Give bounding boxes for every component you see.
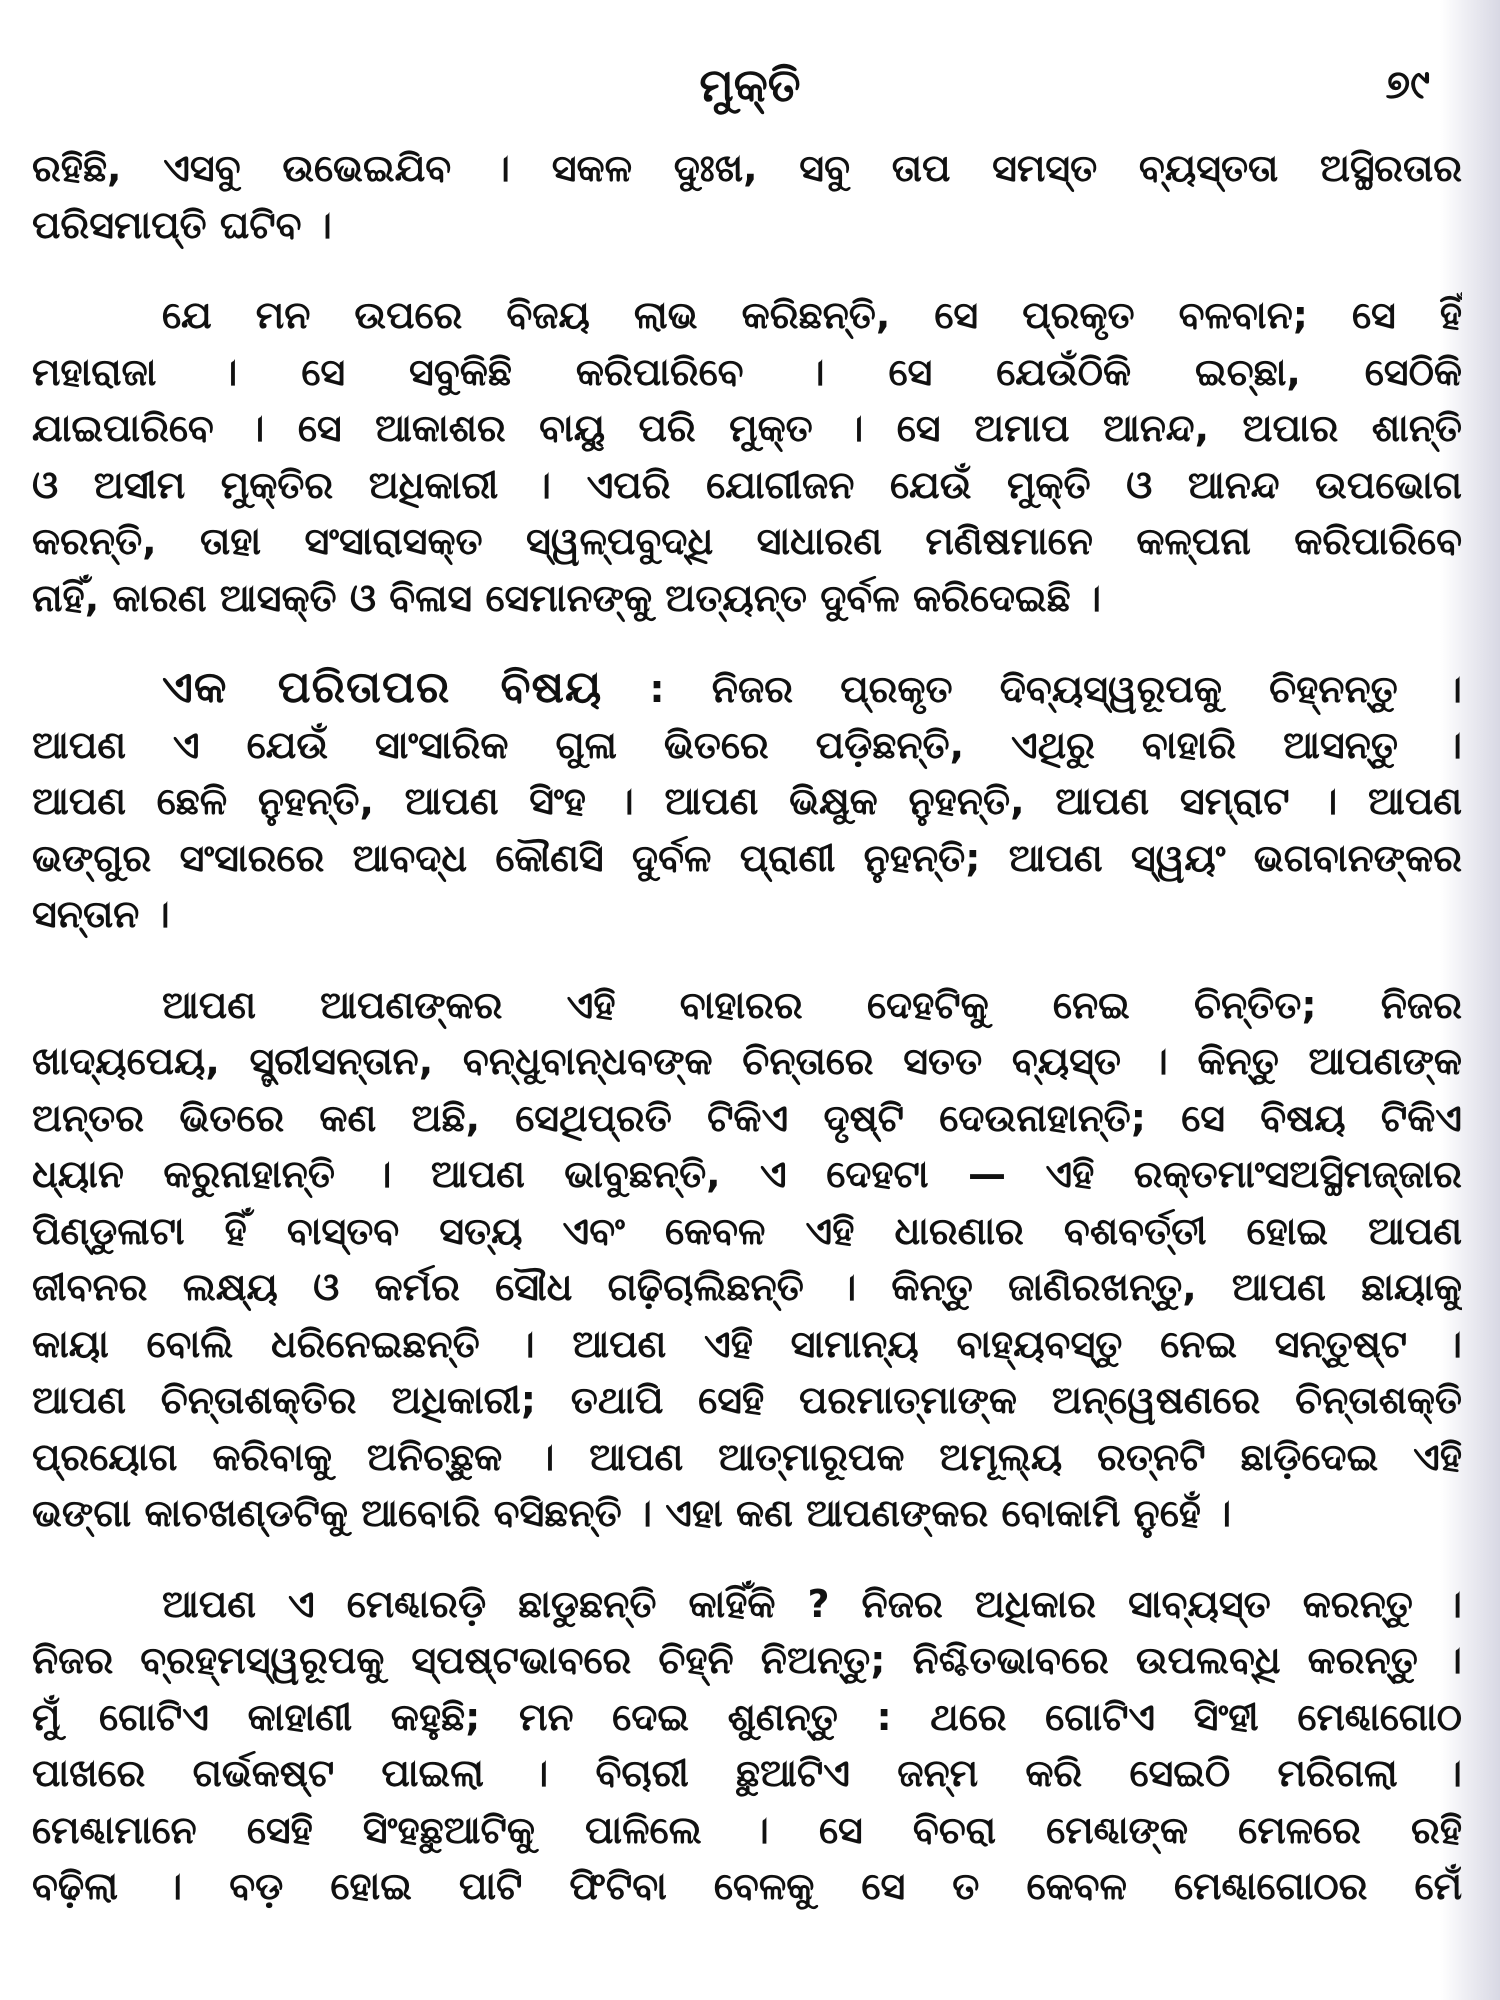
text-line: ଭଙ୍ଗା କାଚଖଣ୍ଡଟିକୁ ଆବୋରି ବସିଛନ୍ତି । ଏହା କଣ ଆପଣଙ୍କର ବୋକାମି ନୁହେଁ । bbox=[32, 1491, 1232, 1535]
text-line: ମହାରାଜା । ସେ ସବୁକିଛି କରିପାରିବେ । ସେ ଯେଉଁଠିକି ଇଚ୍ଛା, ସେଠିକି bbox=[32, 349, 1462, 394]
text-line: କାୟା ବୋଲି ଧରିନେଇଛନ୍ତି । ଆପଣ ଏହି ସାମାନ୍ୟ ବାହ୍ୟବସ୍ତୁ ନେଇ ସନ୍ତୁଷ୍ଟ । bbox=[32, 1321, 1462, 1366]
section-heading: ଏକ ପରିତାପର ବିଷୟ bbox=[162, 662, 603, 713]
text-line bbox=[32, 660, 1462, 717]
text-line: ନିଜର ବ୍ରହ୍ମସ୍ୱରୂପକୁ ସ୍ପଷ୍ଟଭାବରେ ଚିହ୍ନି ନିଅନ୍ତୁ; ନିଶ୍ଚିତଭାବରେ ଉପଲବ୍ଧି କରନ୍ତୁ । bbox=[32, 1638, 1462, 1682]
paragraph bbox=[32, 660, 1462, 943]
text-line: ଭଙ୍ଗୁର ସଂସାରରେ ଆବଦ୍ଧ କୌଣସି ଦୁର୍ବଳ ପ୍ରାଣୀ ନୁହନ୍ତି; ଆପଣ ସ୍ୱୟଂ ଭଗବାନଙ୍କର bbox=[32, 835, 1462, 880]
text-line: ପରିସମାପ୍ତି ଘଟିବ । bbox=[32, 202, 332, 247]
heading-line-rest: : ନିଜର ପ୍ରକୃତ ଦିବ୍ୟସ୍ୱରୂପକୁ ଚିହ୍ନନ୍ତୁ । bbox=[649, 667, 1462, 711]
text-line: ପିଣ୍ଡୁଳାଟା ହିଁ ବାସ୍ତବ ସତ୍ୟ ଏବଂ କେବଳ ଏହି ଧାରଣାର ବଶବର୍ତ୍ତୀ ହୋଇ ଆପଣ bbox=[32, 1208, 1462, 1253]
text-line: ଆପଣ ଆପଣଙ୍କର ଏହି ବାହାରର ଦେହଟିକୁ ନେଇ ଚିନ୍ତିତ; ନିଜର bbox=[162, 982, 1462, 1027]
text-line: ଖାଦ୍ୟପେୟ, ସ୍ତ୍ରୀସନ୍ତାନ, ବନ୍ଧୁବାନ୍ଧବଙ୍କ ଚିନ୍ତାରେ ସତତ ବ୍ୟସ୍ତ । କିନ୍ତୁ ଆପଣଙ୍କ bbox=[32, 1039, 1462, 1083]
chapter-title: ମୁକ୍ତି bbox=[699, 58, 801, 112]
text-line: ପାଖରେ ଗର୍ଭକଷ୍ଟ ପାଇଲା । ବିଚାରୀ ଛୁଆଟିଏ ଜନ୍ମ କରି ସେଇଠି ମରିଗଲା । bbox=[32, 1751, 1462, 1795]
text-line: ଅନ୍ତର ଭିତରେ କଣ ଅଛି, ସେଥିପ୍ରତି ଟିକିଏ ଦୃଷ୍ଟି ଦେଉନାହାନ୍ତି; ସେ ବିଷୟ ଟିକିଏ bbox=[32, 1095, 1462, 1140]
text-line: ଜୀବନର ଲକ୍ଷ୍ୟ ଓ କର୍ମର ସୌଧ ଗଢ଼ିଚାଲିଛନ୍ତି । କିନ୍ତୁ ଜାଣିରଖନ୍ତୁ, ଆପଣ ଛାୟାକୁ bbox=[32, 1265, 1462, 1309]
paragraph bbox=[32, 287, 1462, 626]
text-line: ଆପଣ ଏ ମେଣ୍ଢାରଡ଼ି ଛାଡୁଛନ୍ତି କାହିଁକି ? ନିଜର ଅଧିକାର ସାବ୍ୟସ୍ତ କରନ୍ତୁ । bbox=[162, 1581, 1462, 1626]
page-header bbox=[0, 50, 1500, 120]
paragraph bbox=[32, 977, 1462, 1542]
page-number: ୭୯ bbox=[1385, 62, 1430, 108]
text-line: ଯେ ମନ ଉପରେ ବିଜୟ ଲାଭ କରିଛନ୍ତି, ସେ ପ୍ରକୃତ ବଳବାନ; ସେ ହିଁ bbox=[162, 293, 1462, 337]
text-line: ଧ୍ୟାନ କରୁନାହାନ୍ତି । ଆପଣ ଭାବୁଛନ୍ତି, ଏ ଦେହଟା — ଏହି ରକ୍ତମାଂସଅସ୍ଥିମଜ୍ଜାର bbox=[32, 1152, 1462, 1196]
text-line: ରହିଛି, ଏସବୁ ଉଭେଇଯିବ । ସକଳ ଦୁଃଖ, ସବୁ ତାପ ସମସ୍ତ ବ୍ୟସ୍ତତା ଅସ୍ଥିରତାର bbox=[32, 146, 1462, 190]
text-line: ମେଣ୍ଢାମାନେ ସେହି ସିଂହଛୁଆଟିକୁ ପାଳିଲେ । ସେ ବିଚରା ମେଣ୍ଢାଙ୍କ ମେଳରେ ରହି bbox=[32, 1807, 1462, 1852]
text-line: ଆପଣ ଛେଳି ନୁହନ୍ତି, ଆପଣ ସିଂହ । ଆପଣ ଭିକ୍ଷୁକ ନୁହନ୍ତି, ଆପଣ ସମ୍ରାଟ । ଆପଣ bbox=[32, 779, 1462, 823]
body-text bbox=[32, 140, 1462, 1949]
text-line: ମୁଁ ଗୋଟିଏ କାହାଣୀ କହୁଛି; ମନ ଦେଇ ଶୁଣନ୍ତୁ : ଥରେ ଗୋଟିଏ ସିଂହୀ ମେଣ୍ଢାଗୋଠ bbox=[32, 1694, 1462, 1739]
text-line: ଆପଣ ଏ ଯେଉଁ ସାଂସାରିକ ଗୁଳା ଭିତରେ ପଡ଼ିଛନ୍ତି, ଏଥିରୁ ବାହାରି ଆସନ୍ତୁ । bbox=[32, 722, 1462, 767]
paragraph bbox=[32, 140, 1462, 253]
text-line: ପ୍ରୟୋଗ କରିବାକୁ ଅନିଚ୍ଛୁକ । ଆପଣ ଆତ୍ମାରୂପକ ଅମୂଲ୍ୟ ରତ୍ନଟି ଛାଡ଼ିଦେଇ ଏହି bbox=[32, 1434, 1462, 1479]
text-line: ନାହିଁ, କାରଣ ଆସକ୍ତି ଓ ବିଳାସ ସେମାନଙ୍କୁ ଅତ୍ୟନ୍ତ ଦୁର୍ବଳ କରିଦେଇଛି । bbox=[32, 575, 1102, 620]
text-line: ଓ ଅସୀମ ମୁକ୍ତିର ଅଧିକାରୀ । ଏପରି ଯୋଗୀଜନ ଯେଉଁ ମୁକ୍ତି ଓ ଆନନ୍ଦ ଉପଭୋଗ bbox=[32, 462, 1462, 507]
text-line: ଯାଇପାରିବେ । ସେ ଆକାଶର ବାୟୁ ପରି ମୁକ୍ତ । ସେ ଅମାପ ଆନନ୍ଦ, ଅପାର ଶାନ୍ତି bbox=[32, 406, 1462, 450]
text-line: କରନ୍ତି, ତାହା ସଂସାରାସକ୍ତ ସ୍ୱଳ୍ପବୁଦ୍ଧି ସାଧାରଣ ମଣିଷମାନେ କଳ୍ପନା କରିପାରିବେ bbox=[32, 519, 1462, 563]
text-line: ଆପଣ ଚିନ୍ତାଶକ୍ତିର ଅଧିକାରୀ; ତଥାପି ସେହି ପରମାତ୍ମାଙ୍କ ଅନ୍ୱେଷଣରେ ଚିନ୍ତାଶକ୍ତି bbox=[32, 1378, 1462, 1422]
text-line: ବଢ଼ିଲା । ବଡ଼ ହୋଇ ପାଟି ଫିଟିବା ବେଳକୁ ସେ ତ କେବଳ ମେଣ୍ଢାଗୋଠର ମେଁ bbox=[32, 1864, 1462, 1908]
paragraph bbox=[32, 1576, 1462, 1915]
text-line: ସନ୍ତାନ । bbox=[32, 892, 170, 936]
